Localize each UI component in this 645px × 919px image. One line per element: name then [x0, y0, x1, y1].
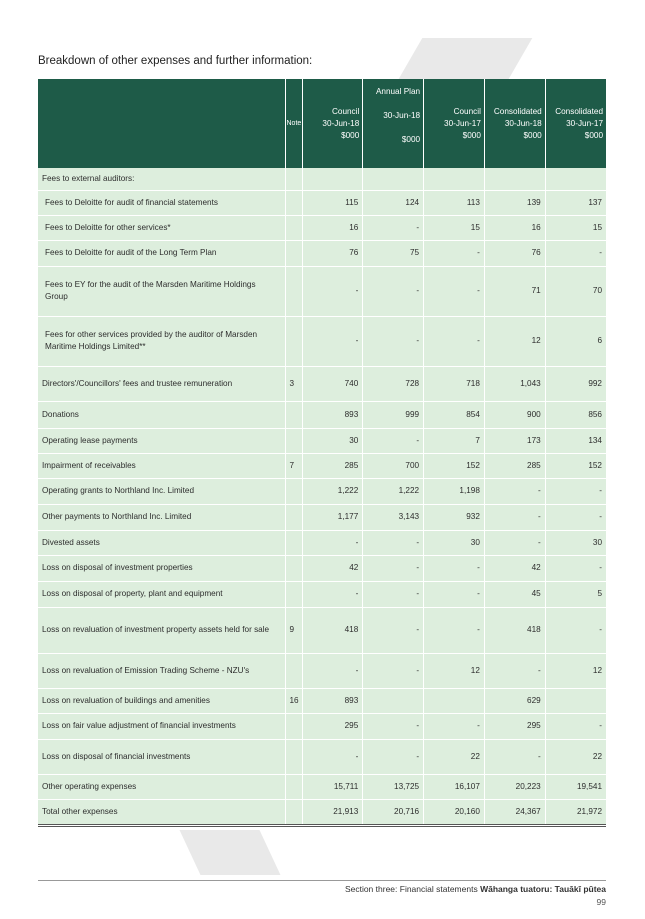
section-heading: Breakdown of other expenses and further information: — [38, 55, 313, 67]
row-label: Operating grants to Northland Inc. Limited — [38, 478, 285, 504]
total-label: Total other expenses — [38, 799, 285, 825]
row-note — [285, 266, 302, 316]
row-value: 12 — [545, 653, 606, 688]
row-value: - — [363, 316, 424, 366]
row-value — [424, 688, 485, 713]
row-value: 285 — [302, 453, 363, 478]
row-note — [285, 530, 302, 555]
row-value: 893 — [302, 688, 363, 713]
header-consolidated-2017: Consolidated 30-Jun-17 $000 — [545, 79, 606, 168]
header-note: Note — [285, 79, 302, 168]
row-note — [285, 316, 302, 366]
header-consolidated-2018: Consolidated 30-Jun-18 $000 — [484, 79, 545, 168]
total-note — [285, 799, 302, 825]
row-value: - — [484, 739, 545, 774]
row-label: Fees to Deloitte for other services* — [38, 215, 285, 240]
row-value: 16 — [302, 215, 363, 240]
row-value: 1,177 — [302, 504, 363, 530]
row-note: 16 — [285, 688, 302, 713]
row-value: - — [363, 428, 424, 453]
table-row — [38, 774, 606, 799]
row-value: 718 — [424, 366, 485, 401]
row-value: 15 — [424, 215, 485, 240]
row-value: 30 — [545, 530, 606, 555]
row-value: - — [484, 653, 545, 688]
row-note — [285, 713, 302, 739]
row-note — [285, 401, 302, 428]
row-value: 418 — [302, 607, 363, 653]
row-value: 740 — [302, 366, 363, 401]
row-value — [545, 168, 606, 190]
row-value: - — [545, 713, 606, 739]
row-note — [285, 555, 302, 581]
row-note — [285, 504, 302, 530]
row-label: Loss on disposal of financial investments — [38, 739, 285, 774]
table-row — [38, 607, 606, 653]
row-label: Loss on disposal of investment properties — [38, 555, 285, 581]
row-value: - — [363, 555, 424, 581]
total-value: 21,972 — [545, 799, 606, 825]
row-value: - — [545, 504, 606, 530]
row-value: 20,223 — [484, 774, 545, 799]
row-value: 1,222 — [363, 478, 424, 504]
row-value: 295 — [302, 713, 363, 739]
row-value — [424, 168, 485, 190]
row-note — [285, 774, 302, 799]
row-value: 7 — [424, 428, 485, 453]
table-row — [38, 453, 606, 478]
row-label: Loss on revaluation of buildings and amenities — [38, 688, 285, 713]
row-value: - — [363, 581, 424, 607]
row-value: 124 — [363, 190, 424, 215]
row-value: - — [363, 215, 424, 240]
row-label: Directors'/Councillors' fees and trustee remuneration — [38, 366, 285, 401]
row-label: Impairment of receivables — [38, 453, 285, 478]
row-value: 629 — [484, 688, 545, 713]
total-value: 21,913 — [302, 799, 363, 825]
row-note — [285, 581, 302, 607]
row-value: 15 — [545, 215, 606, 240]
row-value: - — [302, 530, 363, 555]
footer-divider — [38, 880, 606, 881]
row-value: - — [424, 240, 485, 266]
row-value: - — [363, 739, 424, 774]
row-value: 22 — [545, 739, 606, 774]
row-note — [285, 190, 302, 215]
row-note: 7 — [285, 453, 302, 478]
row-value — [545, 688, 606, 713]
row-value: 137 — [545, 190, 606, 215]
row-value: 5 — [545, 581, 606, 607]
row-value: 71 — [484, 266, 545, 316]
row-value: 173 — [484, 428, 545, 453]
row-value: - — [424, 316, 485, 366]
row-value — [302, 168, 363, 190]
table-row — [38, 688, 606, 713]
row-label: Fees for other services provided by the auditor of Marsden Maritime Holdings Limited** — [38, 316, 285, 366]
table-row — [38, 478, 606, 504]
row-value: 76 — [484, 240, 545, 266]
row-note — [285, 215, 302, 240]
total-value: 20,160 — [424, 799, 485, 825]
total-row — [38, 799, 606, 825]
table-row — [38, 366, 606, 401]
row-value: 16,107 — [424, 774, 485, 799]
table-row — [38, 581, 606, 607]
total-value: 24,367 — [484, 799, 545, 825]
table-row — [38, 739, 606, 774]
row-value: 932 — [424, 504, 485, 530]
row-value: 70 — [545, 266, 606, 316]
row-value: 992 — [545, 366, 606, 401]
row-note — [285, 739, 302, 774]
row-value: 45 — [484, 581, 545, 607]
row-value: 152 — [545, 453, 606, 478]
row-value: 42 — [302, 555, 363, 581]
table-row — [38, 168, 606, 190]
row-value: 19,541 — [545, 774, 606, 799]
row-value: 856 — [545, 401, 606, 428]
row-note — [285, 653, 302, 688]
row-value: 900 — [484, 401, 545, 428]
row-value: 893 — [302, 401, 363, 428]
row-value: - — [545, 607, 606, 653]
row-label: Loss on disposal of property, plant and equipment — [38, 581, 285, 607]
row-value: 139 — [484, 190, 545, 215]
row-value: 30 — [424, 530, 485, 555]
row-label: Divested assets — [38, 530, 285, 555]
row-value — [363, 168, 424, 190]
row-label: Loss on revaluation of investment property assets held for sale — [38, 607, 285, 653]
row-value: - — [545, 240, 606, 266]
row-value: 134 — [545, 428, 606, 453]
row-value — [363, 688, 424, 713]
row-value: - — [545, 555, 606, 581]
row-value: - — [363, 607, 424, 653]
row-value: - — [424, 713, 485, 739]
footer-section-title: Section three: Financial statements Wāhanga tuatoru: Tauākī pūtea — [344, 884, 606, 894]
row-value: - — [302, 653, 363, 688]
row-label: Fees to Deloitte for audit of financial statements — [38, 190, 285, 215]
header-annual-plan-2018: Annual Plan 30-Jun-18 $000 — [363, 79, 424, 168]
row-value: 999 — [363, 401, 424, 428]
row-value: - — [484, 504, 545, 530]
row-label: Operating lease payments — [38, 428, 285, 453]
row-value: 42 — [484, 555, 545, 581]
row-value: - — [363, 713, 424, 739]
page-number: 99 — [596, 897, 606, 907]
row-value: 295 — [484, 713, 545, 739]
row-label: Fees to external auditors: — [38, 168, 285, 190]
row-label: Other operating expenses — [38, 774, 285, 799]
row-value: - — [424, 607, 485, 653]
row-value: - — [545, 478, 606, 504]
row-value: 22 — [424, 739, 485, 774]
row-value: 418 — [484, 607, 545, 653]
row-value: 115 — [302, 190, 363, 215]
row-note — [285, 428, 302, 453]
row-value: 3,143 — [363, 504, 424, 530]
row-value: - — [484, 478, 545, 504]
table-row — [38, 240, 606, 266]
row-label: Loss on fair value adjustment of financial investments — [38, 713, 285, 739]
row-value: 1,043 — [484, 366, 545, 401]
row-value: - — [302, 316, 363, 366]
row-value: 12 — [484, 316, 545, 366]
row-value: - — [302, 581, 363, 607]
row-value: 113 — [424, 190, 485, 215]
header-council-2017: Council 30-Jun-17 $000 — [424, 79, 485, 168]
row-note: 9 — [285, 607, 302, 653]
row-note — [285, 168, 302, 190]
header-description — [38, 79, 285, 168]
row-note — [285, 478, 302, 504]
row-value: - — [484, 530, 545, 555]
row-label: Other payments to Northland Inc. Limited — [38, 504, 285, 530]
row-value: - — [424, 581, 485, 607]
row-value: 16 — [484, 215, 545, 240]
row-note: 3 — [285, 366, 302, 401]
row-value: 700 — [363, 453, 424, 478]
row-value: 728 — [363, 366, 424, 401]
row-value: - — [302, 266, 363, 316]
table-row — [38, 555, 606, 581]
table-row — [38, 266, 606, 316]
row-value: - — [363, 653, 424, 688]
table-row — [38, 428, 606, 453]
header-council-2018: Council 30-Jun-18 $000 — [302, 79, 363, 168]
row-value: - — [302, 739, 363, 774]
row-label: Fees to Deloitte for audit of the Long Term Plan — [38, 240, 285, 266]
total-value: 20,716 — [363, 799, 424, 825]
row-value: 15,711 — [302, 774, 363, 799]
row-value: 12 — [424, 653, 485, 688]
table-row — [38, 401, 606, 428]
row-label: Fees to EY for the audit of the Marsden Maritime Holdings Group — [38, 266, 285, 316]
row-value: 6 — [545, 316, 606, 366]
row-value: 854 — [424, 401, 485, 428]
table-row — [38, 653, 606, 688]
row-value: 13,725 — [363, 774, 424, 799]
row-value: 75 — [363, 240, 424, 266]
row-value: - — [424, 555, 485, 581]
row-value: - — [424, 266, 485, 316]
row-value: 152 — [424, 453, 485, 478]
row-value: 1,222 — [302, 478, 363, 504]
table-header-row — [38, 79, 606, 168]
row-value — [484, 168, 545, 190]
row-value: - — [363, 266, 424, 316]
table-row — [38, 215, 606, 240]
row-note — [285, 240, 302, 266]
table-row — [38, 530, 606, 555]
table-row — [38, 713, 606, 739]
row-value: 76 — [302, 240, 363, 266]
row-value: - — [363, 530, 424, 555]
row-value: 30 — [302, 428, 363, 453]
other-expenses-table — [38, 79, 606, 827]
table-row — [38, 504, 606, 530]
table-row — [38, 316, 606, 366]
background-shape-bottom — [180, 830, 281, 875]
row-label: Donations — [38, 401, 285, 428]
row-value: 1,198 — [424, 478, 485, 504]
table-row — [38, 190, 606, 215]
row-label: Loss on revaluation of Emission Trading Scheme - NZU's — [38, 653, 285, 688]
row-value: 285 — [484, 453, 545, 478]
